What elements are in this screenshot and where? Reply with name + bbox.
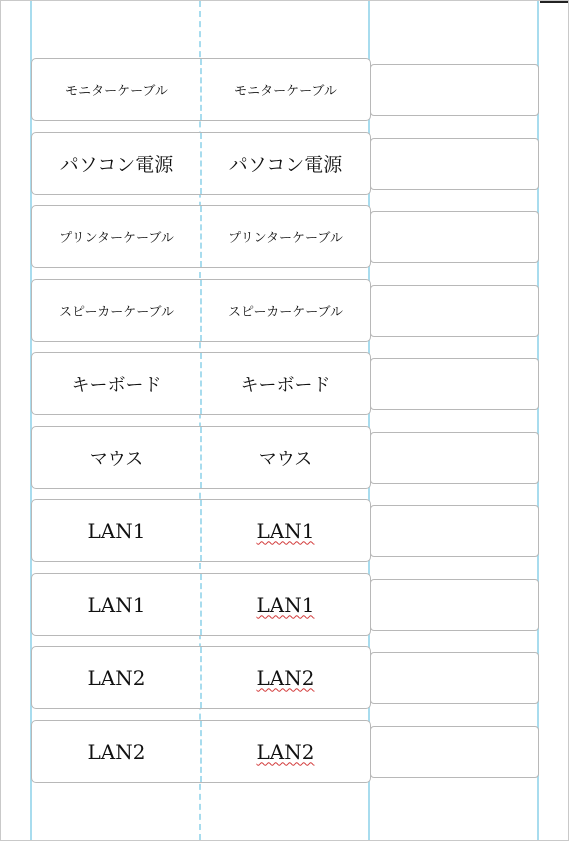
cable-label-left[interactable]: キーボード	[71, 374, 162, 396]
cable-label-left[interactable]: プリンターケーブル	[59, 231, 174, 246]
cable-label-right[interactable]: モニターケーブル	[234, 84, 337, 99]
column-guide-far-right	[537, 1, 539, 840]
cable-label-left[interactable]: パソコン電源	[59, 154, 174, 176]
blank-label-box[interactable]	[370, 64, 539, 116]
column-guide-center	[199, 1, 201, 840]
cable-label-right[interactable]: パソコン電源	[228, 154, 343, 176]
blank-label-box[interactable]	[370, 358, 539, 410]
column-guide-left	[30, 1, 32, 840]
blank-label-box[interactable]	[370, 579, 539, 631]
label-row[interactable]	[31, 573, 371, 636]
cable-label-right[interactable]: LAN1	[256, 518, 315, 543]
cable-label-left[interactable]: スピーカーケーブル	[58, 305, 175, 320]
blank-label-box[interactable]	[370, 652, 539, 704]
cable-label-right[interactable]: マウス	[258, 448, 313, 470]
label-row[interactable]	[31, 352, 371, 415]
blank-label-box[interactable]	[370, 138, 539, 190]
page-corner-mark	[540, 1, 568, 3]
column-guide-right	[368, 1, 370, 840]
cable-label-right-wrap	[201, 721, 370, 782]
cable-label-right[interactable]: キーボード	[240, 374, 331, 396]
blank-label-box[interactable]	[370, 432, 539, 484]
label-row[interactable]	[31, 132, 371, 195]
cable-label-left[interactable]: LAN1	[87, 518, 146, 543]
label-row[interactable]	[31, 205, 371, 268]
blank-label-box[interactable]	[370, 285, 539, 337]
cable-label-left[interactable]: モニターケーブル	[65, 84, 168, 99]
blank-label-box[interactable]	[370, 726, 539, 778]
cable-label-left[interactable]: LAN2	[87, 665, 146, 690]
label-row[interactable]	[31, 426, 371, 489]
label-row[interactable]	[31, 279, 371, 342]
cable-label-right[interactable]: LAN2	[256, 665, 315, 690]
label-row[interactable]	[31, 720, 371, 783]
blank-label-box[interactable]	[370, 505, 539, 557]
cable-label-right[interactable]: プリンターケーブル	[228, 231, 343, 246]
cable-label-left[interactable]: LAN2	[87, 739, 146, 764]
cable-label-right[interactable]: LAN1	[256, 592, 315, 617]
label-row[interactable]	[31, 58, 371, 121]
cable-label-right-wrap	[201, 574, 370, 635]
cable-label-left[interactable]: マウス	[89, 448, 144, 470]
label-row[interactable]	[31, 646, 371, 709]
cable-label-right[interactable]: LAN2	[256, 739, 315, 764]
cable-label-right-wrap	[201, 500, 370, 561]
cable-label-left[interactable]: LAN1	[87, 592, 146, 617]
blank-label-box[interactable]	[370, 211, 539, 263]
label-row[interactable]	[31, 499, 371, 562]
cable-label-right-wrap	[201, 647, 370, 708]
cable-label-right[interactable]: スピーカーケーブル	[227, 305, 344, 320]
